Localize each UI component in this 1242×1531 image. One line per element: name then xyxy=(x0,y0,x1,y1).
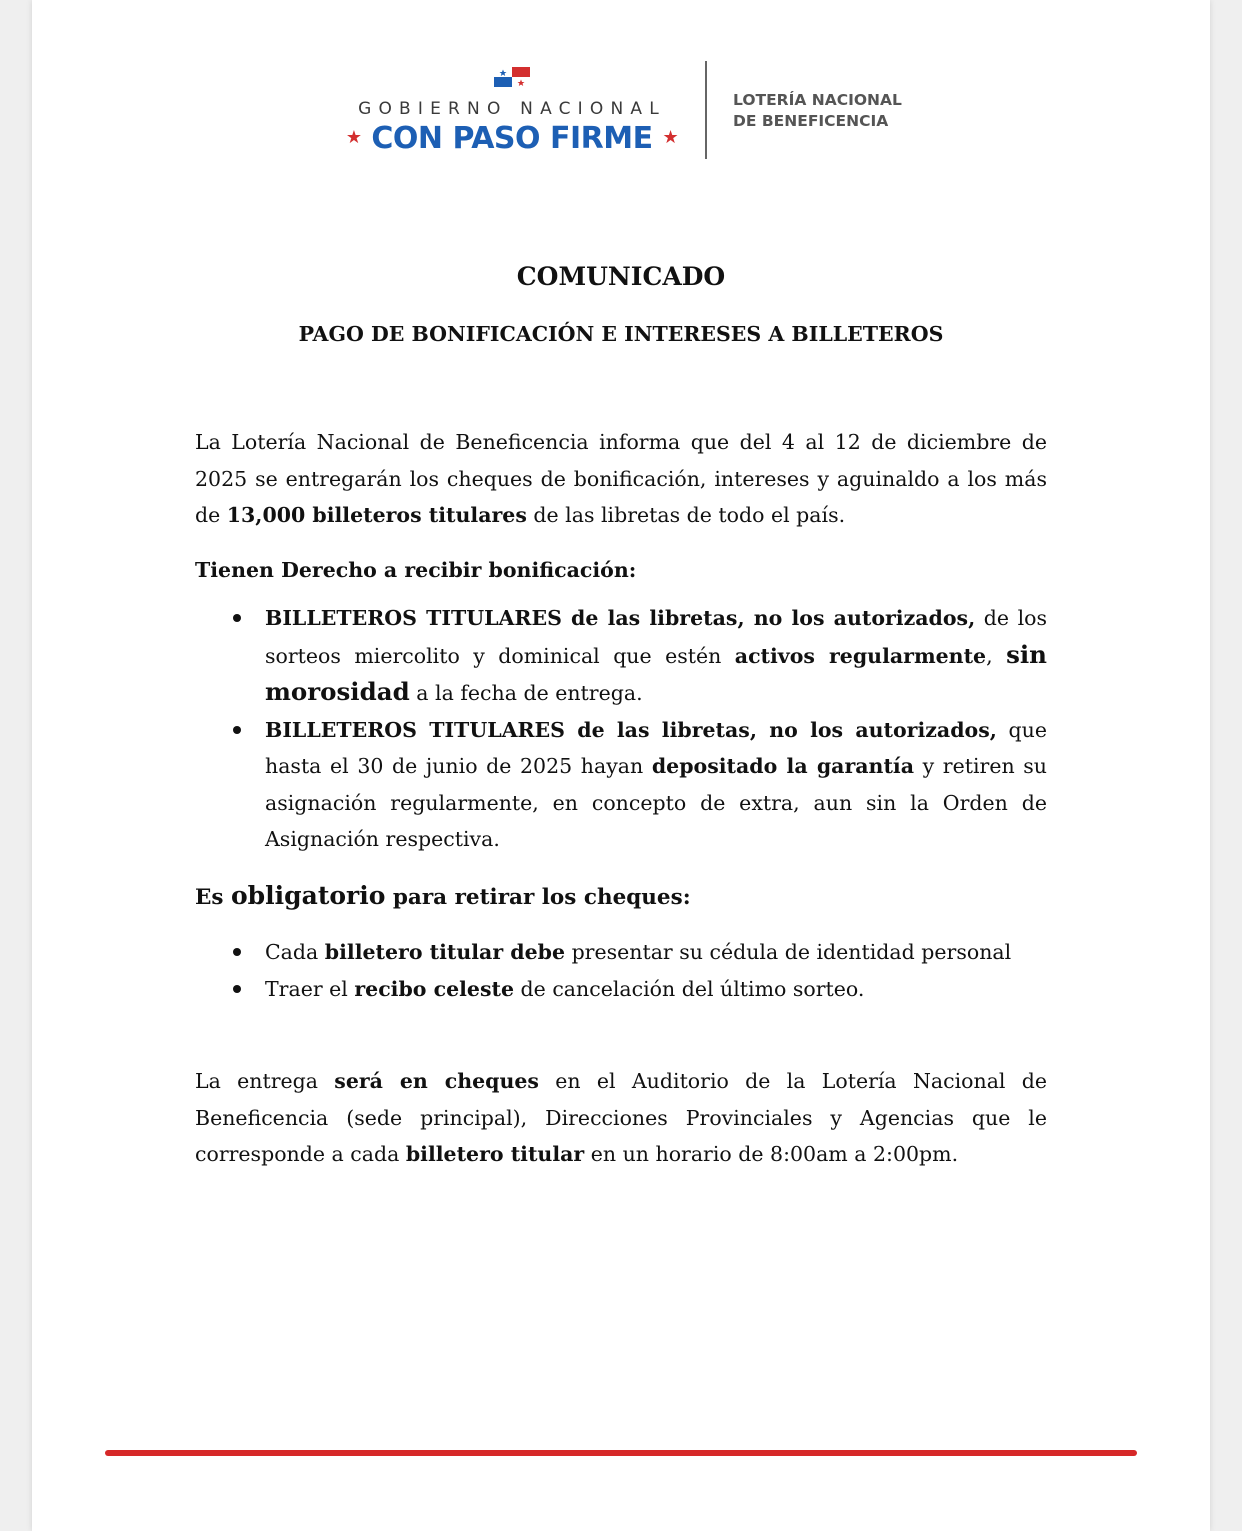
bullet-icon xyxy=(233,948,241,956)
list-item: BILLETEROS TITULARES de las libretas, no los autorizados, que hasta el 30 de junio de 2025 hayan depositado la garantía y retiren su asignación regularmente, en concepto de extra, aun sin la Orden de Asignación respectiva. xyxy=(195,712,1047,858)
letterhead xyxy=(32,55,1210,165)
intro-paragraph: La Lotería Nacional de Beneficencia informa que del 4 al 12 de diciembre de 2025 se entregarán los cheques de bonificación, intereses y aguinaldo a los más de 13,000 billeteros titulares de las libretas de todo el país. xyxy=(195,430,1047,527)
required-list xyxy=(195,934,1047,1007)
bullet-icon xyxy=(233,726,241,734)
institution-line-1: LOTERÍA NACIONAL xyxy=(733,91,902,109)
document-title: COMUNICADO xyxy=(516,262,726,291)
closing-paragraph: La entrega será en cheques en el Auditorio de la Lotería Nacional de Beneficencia (sede principal), Direcciones Provinciales y Agencias que le corresponde a cada billetero titular en un horario de 8:00am a 2:00pm. xyxy=(195,1069,1048,1166)
panama-flag-icon xyxy=(494,67,530,87)
star-icon: ★ xyxy=(345,127,362,148)
institution-logo xyxy=(733,90,902,132)
bullet-icon xyxy=(233,614,241,622)
header-divider xyxy=(705,61,707,159)
required-heading: Es obligatorio para retirar los cheques: xyxy=(195,880,691,910)
document-page xyxy=(32,0,1210,1531)
document-subtitle: PAGO DE BONIFICACIÓN E INTERESES A BILLETEROS xyxy=(298,322,944,346)
list-item: Traer el recibo celeste de cancelación del último sorteo. xyxy=(195,971,1047,1008)
list-item: BILLETEROS TITULARES de las libretas, no los autorizados, de los sorteos miercolito y dominical que estén activos regularmente, sin morosidad a la fecha de entrega. xyxy=(195,600,1047,712)
government-slogan xyxy=(342,121,682,156)
slogan-text: CON PASO FIRME xyxy=(371,121,653,156)
rights-list xyxy=(195,600,1047,858)
star-icon: ★ xyxy=(662,127,679,148)
document-body xyxy=(195,424,1047,1173)
institution-line-2: DE BENEFICENCIA xyxy=(733,112,889,130)
bullet-icon xyxy=(233,985,241,993)
rights-heading: Tienen Derecho a recibir bonificación: xyxy=(195,557,637,582)
footer-rule xyxy=(105,1450,1137,1456)
list-item: Cada billetero titular debe presentar su cédula de identidad personal xyxy=(195,934,1047,971)
government-label: GOBIERNO NACIONAL xyxy=(358,99,666,119)
